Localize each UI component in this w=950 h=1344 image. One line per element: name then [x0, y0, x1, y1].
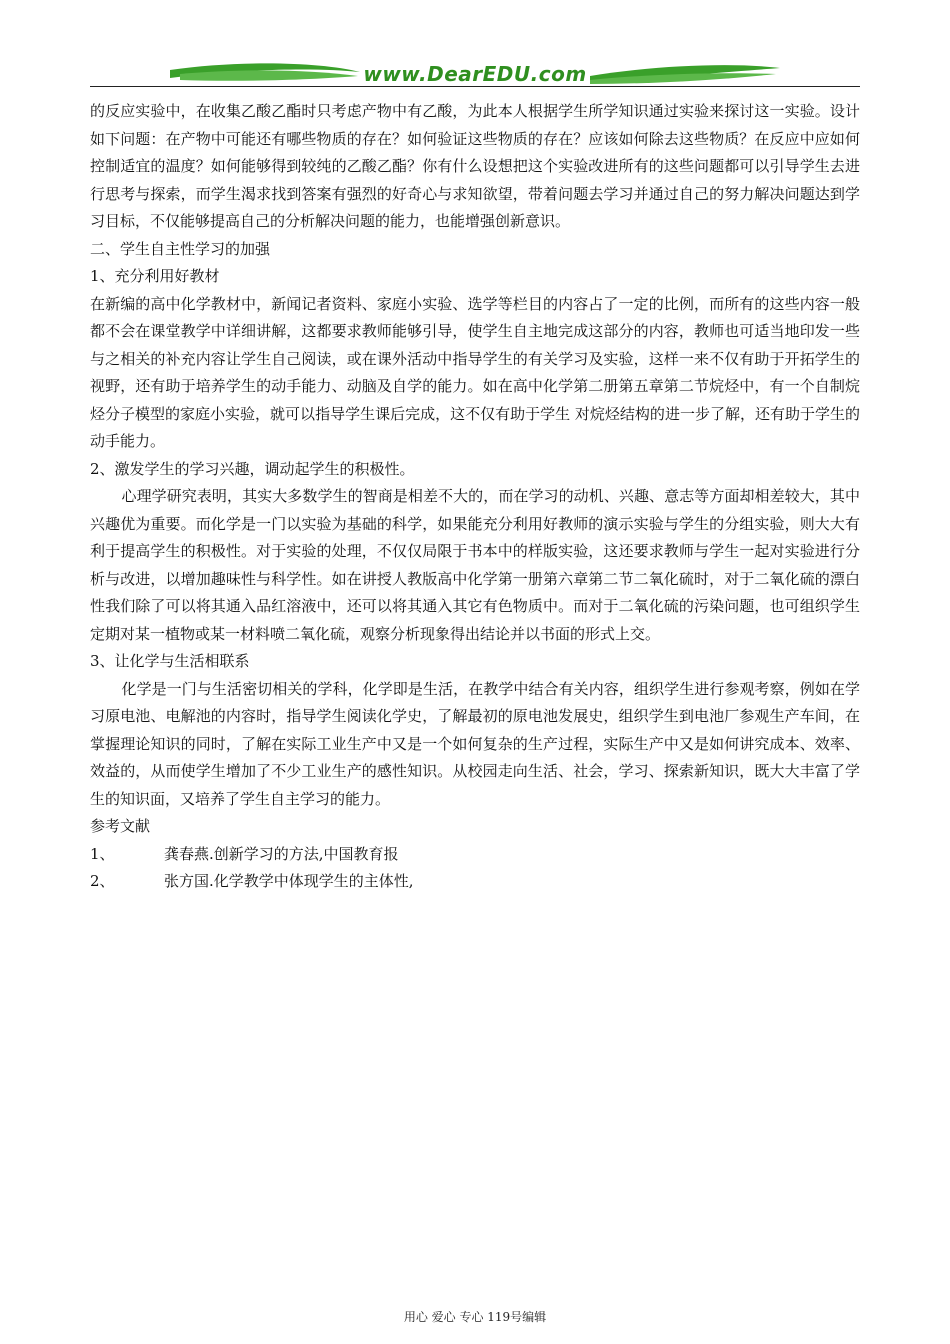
- page-footer: 用心 爱心 专心 119号编辑: [403, 1310, 547, 1324]
- subsection-paragraph-2: 心理学研究表明，其实大多数学生的智商是相差不大的，而在学习的动机、兴趣、意志等方面却相差较大，其中兴趣优为重要。而化学是一门以实验为基础的科学，如果能充分利用好教师的演示实验与学生的分组实验，则大大有利于提高学生的积极性。对于实验的处理，不仅仅局限于书本中的样版实验，这还要求教师与学生一起对实验进行分析与改进，以增加趣味性与科学性。如在讲授人教版高中化学第一册第六章第二节二氧化硫时，对于二氧化硫的漂白性我们除了可以将其通入品红溶液中，还可以将其通入其它有色物质中。而对于二氧化硫的污染问题，也可组织学生定期对某一植物或某一材料喷二氧化硫，观察分析现象得出结论并以书面的形式上交。: [90, 487, 860, 643]
- header-rule: [90, 86, 860, 87]
- section-heading: 二、学生自主性学习的加强: [90, 239, 271, 258]
- reference-text: 龚春燕.创新学习的方法,中国教育报: [164, 844, 399, 863]
- reference-item: [90, 868, 860, 896]
- subsection-heading-2: 2、激发学生的学习兴趣，调动起学生的积极性。: [90, 459, 415, 478]
- reference-number: 1、: [90, 844, 115, 863]
- subsection-heading-1: 1、充分利用好教材: [90, 267, 220, 285]
- site-logo[interactable]: www.DearEDU.com: [363, 62, 587, 86]
- intro-paragraph: 的反应实验中，在收集乙酸乙酯时只考虑产物中有乙酸，为此本人根据学生所学知识通过实验来探讨这一实验。设计如下问题：在产物中可能还有哪些物质的存在？如何验证这些物质的存在？应该如何除去这些物质？在反应中应如何控制适宜的温度？如何能够得到较纯的乙酸乙酯？你有什么设想把这个实验改进所有的这些问题都可以引导学生去进行思考与探索，而学生渴求找到答案有强烈的好奇心与求知欲望，带着问题去学习并通过自己的努力解决问题达到学习目标，不仅能够提高自己的分析解决问题的能力，也能增强创新意识。: [90, 102, 860, 230]
- reference-text: 张方国.化学教学中体现学生的主体性,: [164, 872, 414, 890]
- reference-item: [90, 841, 860, 869]
- document-body: [90, 98, 860, 896]
- subsection-paragraph-1: 在新编的高中化学教材中，新闻记者资料、家庭小实验、选学等栏目的内容占了一定的比例，而所有的这些内容一般都不会在课堂教学中详细讲解，这都要求教师能够引导，使学生自主地完成这部分的内容，教师也可适当地印发一些与之相关的补充内容让学生自己阅读，或在课外活动中指导学生的有关学习及实验，这样一来不仅有助于开拓学生的视野，还有助于培养学生的动手能力、动脑及自学的能力。如在高中化学第二册第五章第二节烷烃中，有一个自制烷烃分子模型的家庭小实验，就可以指导学生课后完成，这不仅有助于学生 对烷烃结构的进一步了解，还有助于学生的动手能力。: [90, 294, 860, 450]
- subsection-heading-3: 3、让化学与生活相联系: [90, 652, 250, 670]
- references-heading: 参考文献: [90, 817, 151, 835]
- reference-number: 2、: [90, 872, 115, 890]
- subsection-paragraph-3: 化学是一门与生活密切相关的学科，化学即是生活，在教学中结合有关内容，组织学生进行参观考察，例如在学习原电池、电解池的内容时，指导学生阅读化学史，了解最初的原电池发展史，组织学生到电池厂参观生产车间，在掌握理论知识的同时，了解在实际工业生产中又是一个如何复杂的生产过程，实际生产中又是如何讲究成本、效率、效益的，从而使学生增加了不少工业生产的感性知识。从校园走向生活、社会，学习、探索新知识，既大大丰富了学生的知识面，又培养了学生自主学习的能力。: [90, 679, 860, 808]
